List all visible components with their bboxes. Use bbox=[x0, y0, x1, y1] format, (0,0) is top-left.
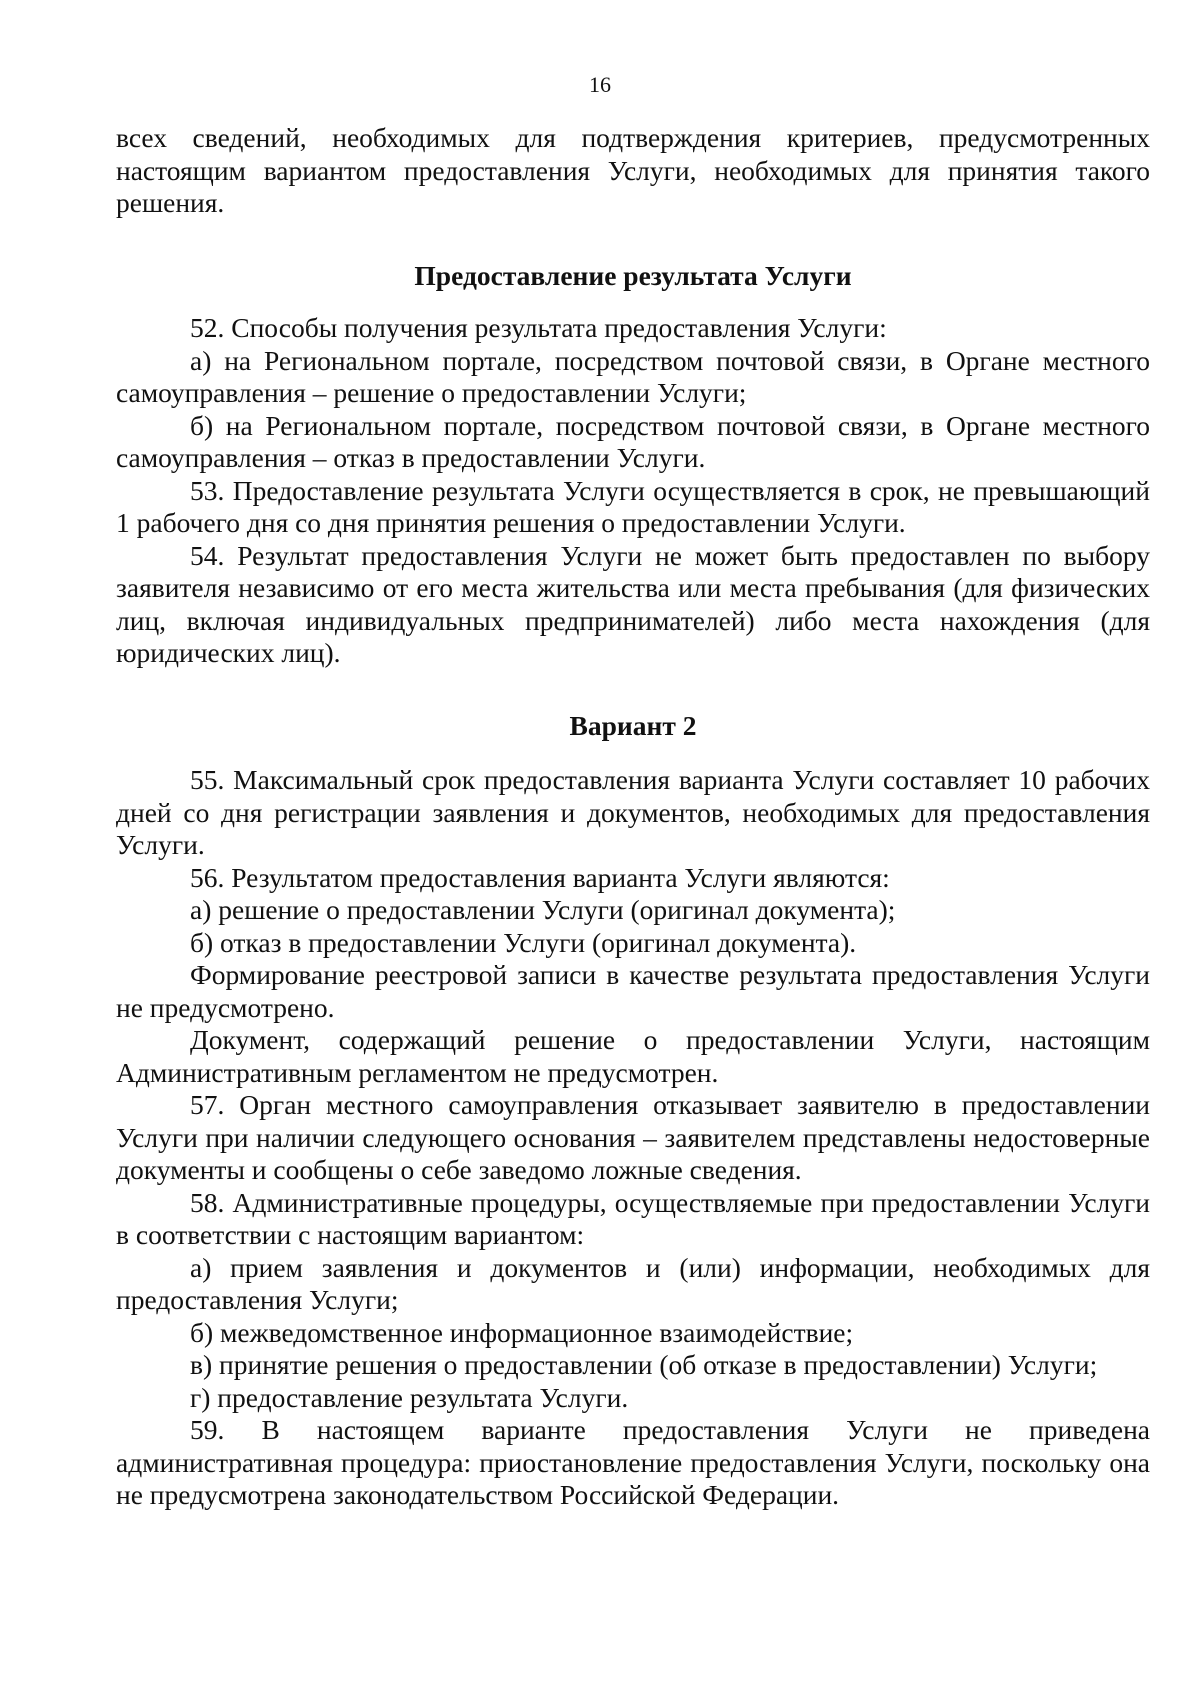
paragraph-56-a: а) решение о предоставлении Услуги (оригинал документа); bbox=[190, 894, 896, 925]
paragraph-54: 54. Результат предоставления Услуги не может быть предоставлен по выбору заявителя независимо от его места жительства или места пребывания (для физических лиц, включая индивидуальных предпринимателей) либо места нахождения (для юридических лиц). bbox=[116, 539, 1150, 668]
paragraph-57: 57. Орган местного самоуправления отказывает заявителю в предоставлении Услуги при наличии следующего основания – заявителем представлены недостоверные документы и сообщены о себе заведомо ложные сведения. bbox=[116, 1089, 1150, 1185]
paragraph-58: 58. Административные процедуры, осуществляемые при предоставлении Услуги в соответствии с настоящим вариантом: bbox=[116, 1186, 1150, 1250]
paragraph-58-g: г) предоставление результата Услуги. bbox=[190, 1381, 629, 1413]
paragraph-56-b: б) отказ в предоставлении Услуги (оригинал документа). bbox=[190, 926, 857, 958]
paragraph-registry-record: Формирование реестровой записи в качестве результата предоставления Услуги не предусмотрено. bbox=[116, 959, 1150, 1023]
paragraph-document-decision: Документ, содержащий решение о предоставлении Услуги, настоящим Административным регламентом не предусмотрен. bbox=[116, 1024, 1150, 1088]
paragraph-58-b: б) межведомственное информационное взаимодействие; bbox=[190, 1316, 854, 1348]
paragraph-58-a: а) прием заявления и документов и (или) информации, необходимых для предоставления Услуги; bbox=[116, 1251, 1150, 1315]
paragraph-59: 59. В настоящем варианте предоставления Услуги не приведена административная процедура: приостановление предоставления Услуги, поскольку она не предусмотрена законодательством Российской Федерации. bbox=[116, 1414, 1150, 1510]
paragraph-53: 53. Предоставление результата Услуги осуществляется в срок, не превышающий 1 рабочего дня со дня принятия решения о предоставлении Услуги. bbox=[116, 474, 1150, 538]
paragraph-56: 56. Результатом предоставления варианта Услуги являются: bbox=[190, 861, 890, 893]
paragraph-52-a: а) на Региональном портале, посредством почтовой связи, в Органе местного самоуправления – решение о предоставлении Услуги; bbox=[116, 344, 1150, 408]
paragraph-58-v: в) принятие решения о предоставлении (об отказе в предоставлении) Услуги; bbox=[190, 1349, 1098, 1380]
paragraph-55: 55. Максимальный срок предоставления варианта Услуги составляет 10 рабочих дней со дня регистрации заявления и документов, необходимых для предоставления Услуги. bbox=[116, 764, 1150, 860]
paragraph-52-b: б) на Региональном портале, посредством почтовой связи, в Органе местного самоуправления – отказ в предоставлении Услуги. bbox=[116, 409, 1150, 473]
page-number: 16 bbox=[589, 72, 611, 97]
document-body bbox=[116, 122, 1150, 1512]
paragraph-continuation: всех сведений, необходимых для подтверждения критериев, предусмотренных настоящим вариантом предоставления Услуги, необходимых для принятия такого решения. bbox=[116, 122, 1150, 218]
section-heading-variant-2: Вариант 2 bbox=[569, 709, 697, 741]
paragraph-52: 52. Способы получения результата предоставления Услуги: bbox=[190, 312, 887, 343]
section-heading-result: Предоставление результата Услуги bbox=[414, 259, 852, 291]
